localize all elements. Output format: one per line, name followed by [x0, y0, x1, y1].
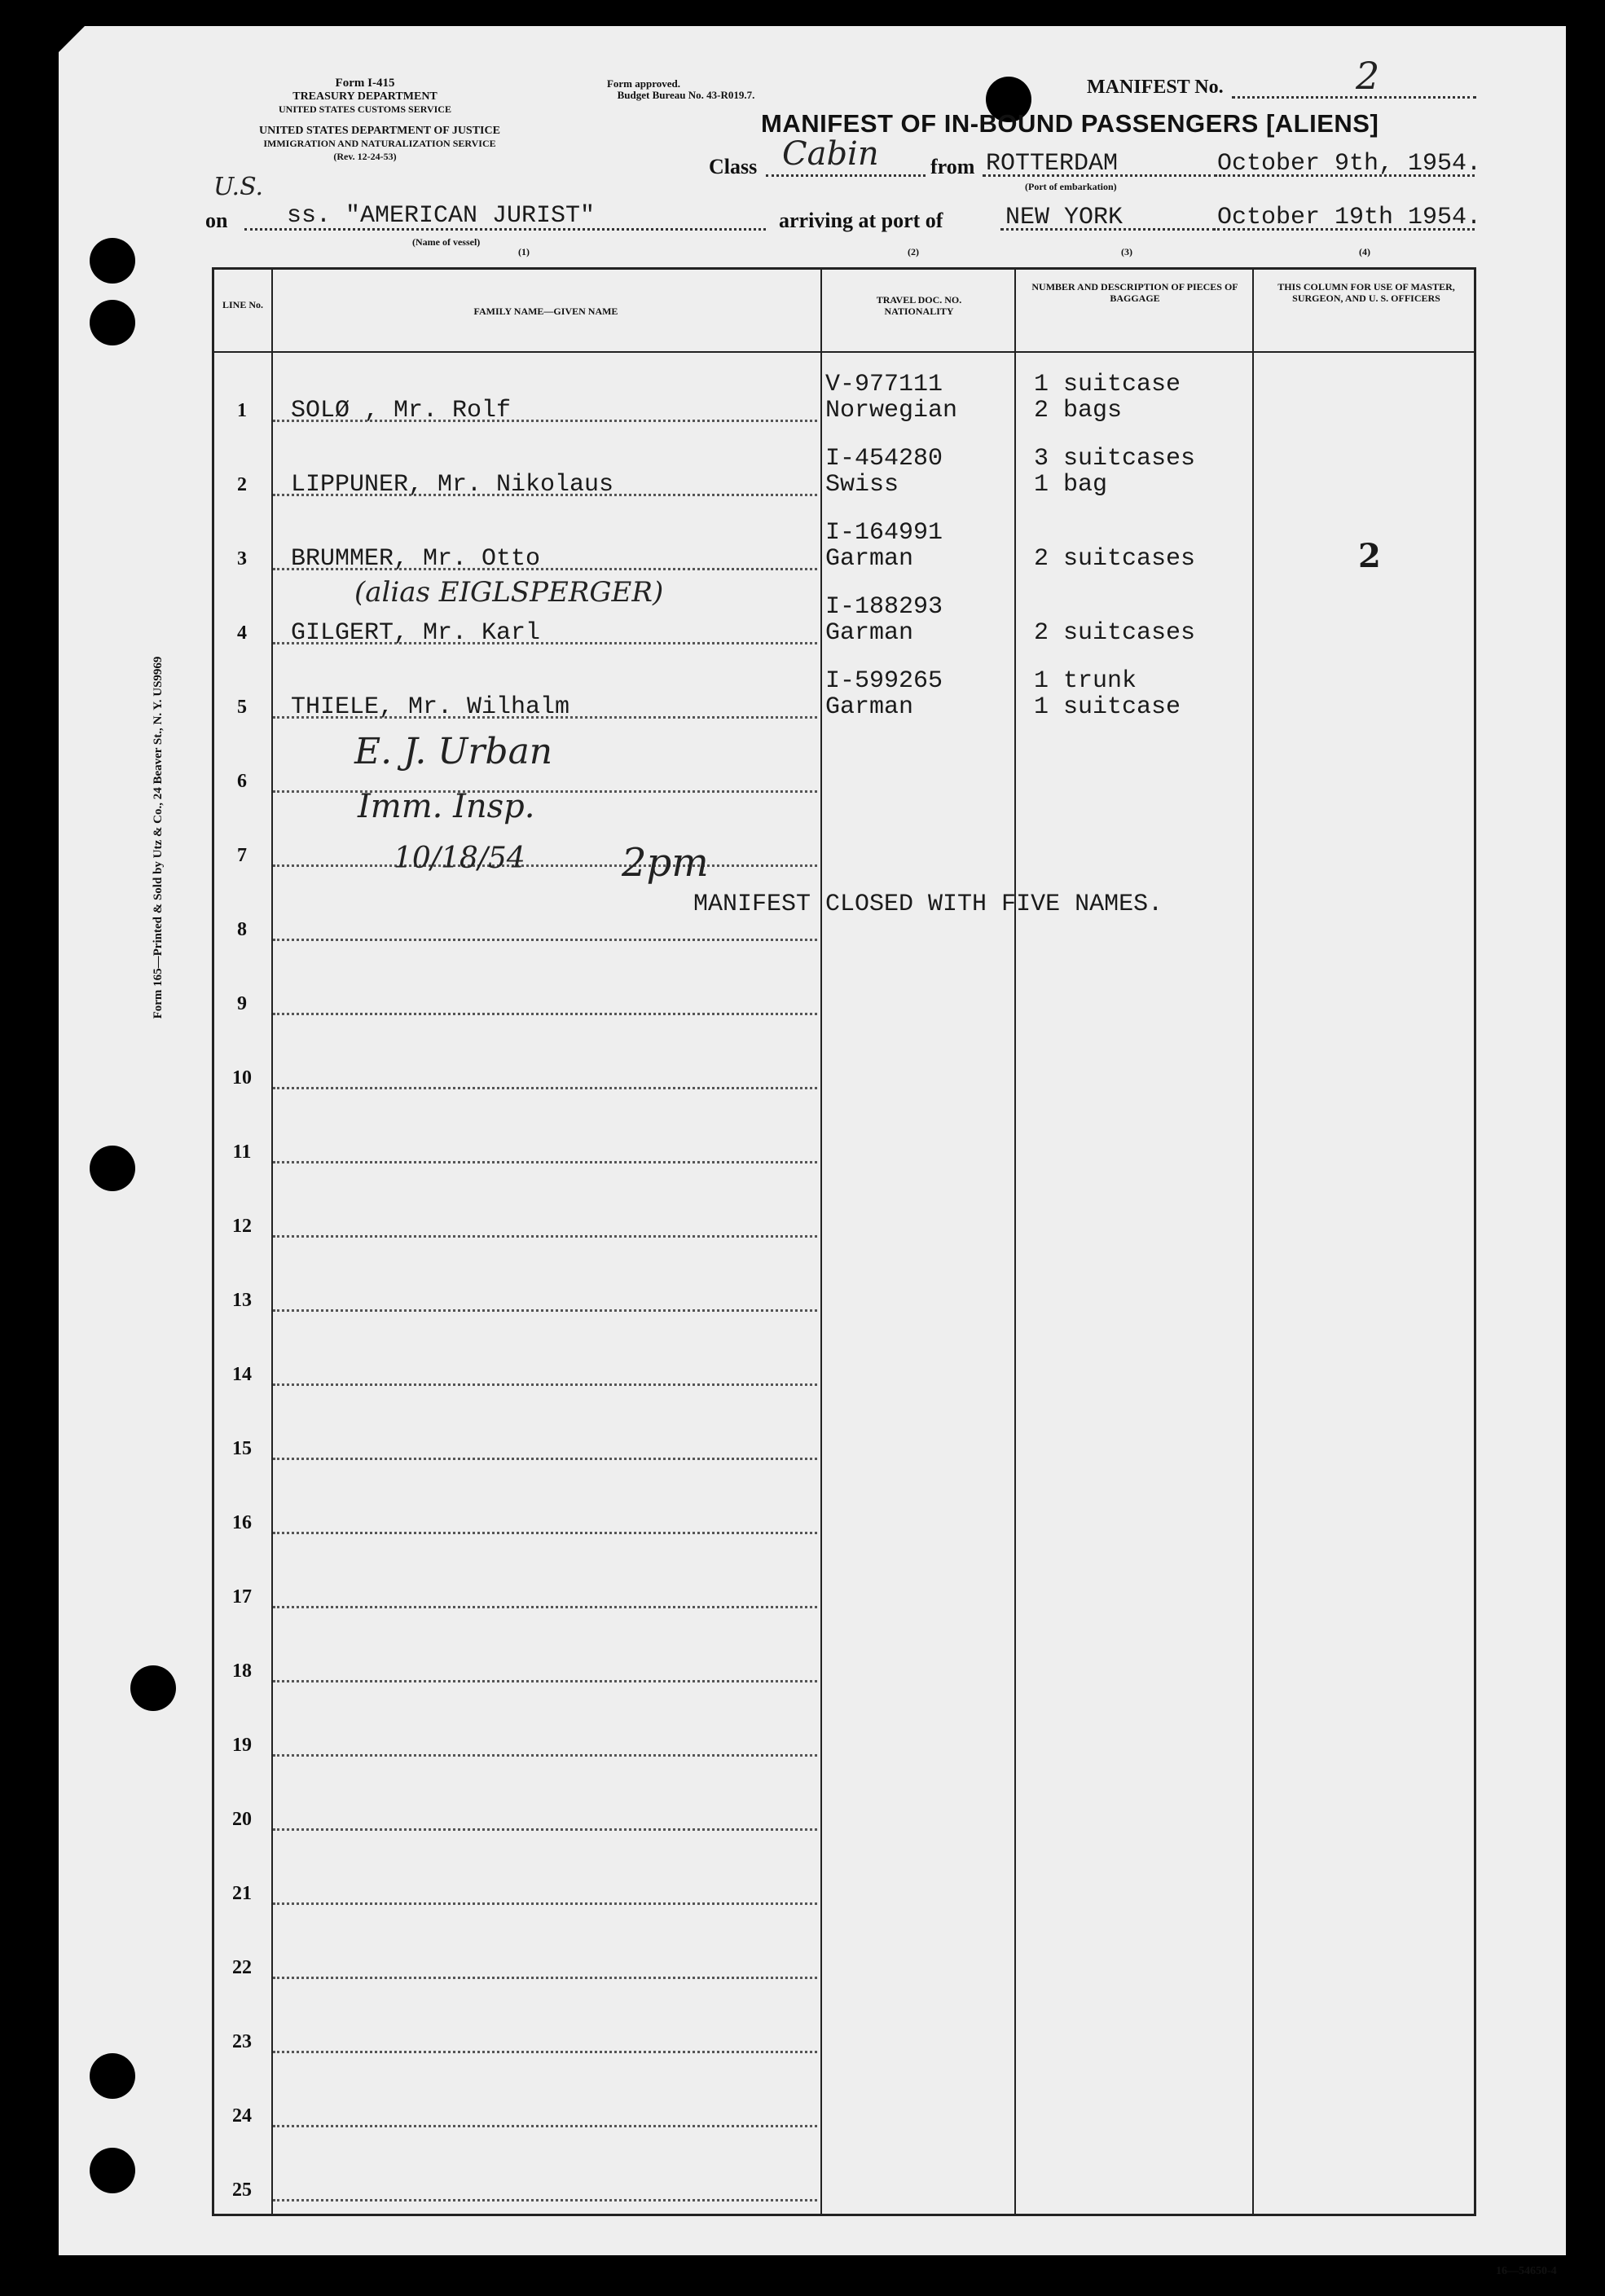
line-number: 13 [232, 1290, 252, 1311]
punch-hole [90, 300, 135, 345]
alias-note: (alias EIGLSPERGER) [354, 576, 664, 609]
footer-code: 16—54650-4 [1496, 2265, 1557, 2277]
row-dotted-line [273, 790, 817, 793]
line-number: 12 [232, 1216, 252, 1237]
row-dotted-line [273, 1087, 817, 1089]
from-label: from [930, 155, 975, 178]
row-dotted-line [273, 1458, 817, 1460]
nationality: Garman [825, 545, 914, 573]
passenger-name: SOLØ , Mr. Rolf [291, 397, 512, 424]
header-rule [214, 351, 1474, 353]
port-of-arrival: NEW YORK [1005, 204, 1124, 231]
officer-note: 2 [1358, 537, 1381, 575]
passenger-name: BRUMMER, Mr. Otto [291, 545, 541, 573]
travel-doc-number: I-164991 [825, 519, 943, 547]
punch-hole [90, 2053, 135, 2099]
line-number: 25 [232, 2179, 252, 2201]
header-officers: THIS COLUMN FOR USE OF MASTER, SURGEON, AND U. S. OFFICERS [1277, 281, 1455, 304]
col-divider [820, 270, 822, 2214]
baggage-line-2: 1 suitcase [1034, 693, 1181, 721]
line-number: 17 [232, 1586, 252, 1608]
travel-doc-number: I-454280 [825, 445, 943, 473]
port-embark-caption: (Port of embarkation) [1025, 181, 1117, 192]
class-value: Cabin [782, 135, 879, 173]
line-number: 4 [237, 622, 247, 644]
manifest-title: MANIFEST OF IN-BOUND PASSENGERS [ALIENS] [761, 109, 1379, 138]
header-name: FAMILY NAME—GIVEN NAME [473, 306, 618, 317]
arrival-date: October 19th 1954. [1217, 204, 1482, 231]
printer-imprint: Form 165—Printed & Sold by Utz & Co., 24 Beaver St., N. Y. US9969 [152, 656, 165, 1019]
row-dotted-line [273, 1383, 817, 1386]
vessel-caption: (Name of vessel) [412, 236, 481, 248]
form-revision: (Rev. 12-24-53) [333, 151, 397, 162]
line-number: 2 [237, 474, 247, 495]
form-approved: Form approved. [606, 77, 681, 90]
on-label: on [205, 209, 228, 232]
treasury-department: TREASURY DEPARTMENT [292, 90, 438, 103]
punch-hole [90, 1146, 135, 1191]
inspection-date: 10/18/54 [394, 842, 525, 875]
customs-service: UNITED STATES CUSTOMS SERVICE [279, 103, 451, 115]
vessel-name: ss. "AMERICAN JURIST" [287, 202, 596, 230]
immigration-service: IMMIGRATION AND NATURALIZATION SERVICE [263, 138, 496, 149]
manifest-no-value: 2 [1356, 54, 1380, 98]
us-mark: U.S. [213, 173, 264, 201]
row-dotted-line [273, 1309, 817, 1312]
line-number: 7 [237, 845, 247, 866]
punch-hole [90, 2148, 135, 2193]
line-number: 14 [232, 1364, 252, 1385]
budget-bureau: Budget Bureau No. 43-R019.7. [617, 89, 755, 101]
form-number: Form I-415 [335, 77, 395, 90]
passenger-table [212, 267, 1476, 2216]
line-number: 18 [232, 1660, 252, 1682]
inspection-time: 2pm [622, 840, 709, 886]
line-number: 19 [232, 1735, 252, 1756]
line-number: 16 [232, 1512, 252, 1533]
baggage-line-2: 2 suitcases [1034, 545, 1196, 573]
nationality: Garman [825, 693, 914, 721]
header-travel-doc: TRAVEL DOC. NO. NATIONALITY [876, 294, 962, 317]
port-of-embarkation: ROTTERDAM [986, 150, 1119, 178]
line-number: 24 [232, 2105, 252, 2127]
col2-number: (2) [908, 246, 919, 257]
punch-hole [90, 238, 135, 284]
departure-date: October 9th, 1954. [1217, 150, 1482, 178]
line-number: 8 [237, 919, 247, 940]
row-dotted-line [273, 1902, 817, 1905]
justice-department: UNITED STATES DEPARTMENT OF JUSTICE [259, 125, 500, 137]
closing-statement: MANIFEST CLOSED WITH FIVE NAMES. [693, 891, 1163, 918]
baggage-line-1: 1 suitcase [1034, 371, 1181, 398]
baggage-line-2: 2 bags [1034, 397, 1123, 424]
header-baggage: NUMBER AND DESCRIPTION OF PIECES OF BAGGAGE [1031, 281, 1238, 304]
nationality: Swiss [825, 471, 899, 499]
row-dotted-line [273, 1235, 817, 1238]
line-number: 20 [232, 1809, 252, 1830]
col1-number: (1) [518, 246, 530, 257]
baggage-line-2: 1 bag [1034, 471, 1108, 499]
class-label: Class [709, 155, 758, 178]
passenger-name: THIELE, Mr. Wilhalm [291, 693, 570, 721]
line-number: 15 [232, 1438, 252, 1459]
nationality: Garman [825, 619, 914, 647]
line-number: 10 [232, 1067, 252, 1089]
travel-doc-number: V-977111 [825, 371, 943, 398]
inspector-signature: E. J. Urban [354, 731, 553, 772]
line-number: 9 [237, 993, 247, 1014]
row-dotted-line [273, 2199, 817, 2201]
manifest-no-line [1232, 96, 1476, 99]
line-number: 23 [232, 2031, 252, 2052]
punch-hole [130, 1665, 176, 1711]
header-line-no: LINE No. [222, 299, 263, 310]
row-dotted-line [273, 939, 817, 941]
line-number: 6 [237, 771, 247, 792]
baggage-line-1: 3 suitcases [1034, 445, 1196, 473]
line-number: 21 [232, 1883, 252, 1904]
inspector-title: Imm. Insp. [358, 788, 535, 825]
row-dotted-line [273, 1977, 817, 1979]
row-dotted-line [273, 1161, 817, 1163]
passenger-name: LIPPUNER, Mr. Nikolaus [291, 471, 614, 499]
row-dotted-line [273, 2125, 817, 2127]
row-dotted-line [273, 1680, 817, 1682]
nationality: Norwegian [825, 397, 958, 424]
travel-doc-number: I-188293 [825, 593, 943, 621]
row-dotted-line [273, 1754, 817, 1757]
line-number: 22 [232, 1957, 252, 1978]
row-dotted-line [273, 1828, 817, 1831]
row-dotted-line [273, 1606, 817, 1608]
row-dotted-line [273, 1532, 817, 1534]
col-divider [1014, 270, 1016, 2214]
line-number: 5 [237, 697, 247, 718]
line-number: 3 [237, 548, 247, 570]
passenger-name: GILGERT, Mr. Karl [291, 619, 541, 647]
baggage-line-1: 1 trunk [1034, 667, 1137, 695]
col-divider [1252, 270, 1254, 2214]
col3-number: (3) [1121, 246, 1132, 257]
row-dotted-line [273, 2051, 817, 2053]
col-divider [271, 270, 273, 2214]
baggage-line-2: 2 suitcases [1034, 619, 1196, 647]
row-dotted-line [273, 1013, 817, 1015]
travel-doc-number: I-599265 [825, 667, 943, 695]
row-dotted-line [273, 864, 817, 867]
line-number: 11 [232, 1141, 252, 1163]
col4-number: (4) [1359, 246, 1370, 257]
manifest-no-label: MANIFEST No. [1087, 77, 1224, 98]
line-number: 1 [237, 400, 247, 421]
arriving-label: arriving at port of [779, 209, 943, 232]
class-line [766, 174, 926, 177]
